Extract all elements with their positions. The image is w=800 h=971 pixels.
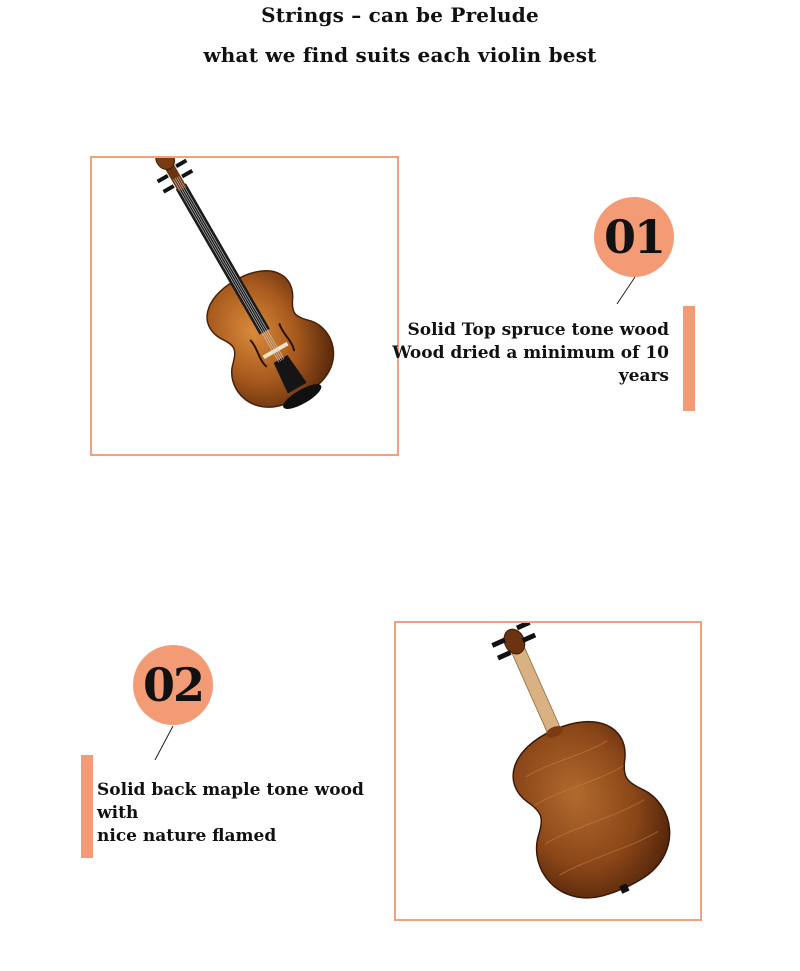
- feature-number-badge-02: 02: [133, 645, 213, 725]
- violin-front-photo: [90, 156, 399, 456]
- violin-back-illustration: [396, 623, 700, 919]
- caption-line: years: [618, 366, 669, 386]
- page-title: Strings – can be Prelude: [261, 3, 539, 27]
- caption-line: Wood dried a minimum of 10: [392, 343, 669, 363]
- feature-caption-02: [97, 779, 397, 848]
- caption-line: Solid Top spruce tone wood: [407, 320, 669, 340]
- page-subtitle: what we find suits each violin best: [203, 43, 597, 67]
- caption-line: nice nature flamed: [97, 826, 277, 846]
- caption-line: Solid back maple tone wood with: [97, 780, 364, 823]
- accent-bar-02: [81, 755, 93, 858]
- feature-number-badge-01: 01: [594, 197, 674, 277]
- feature-caption-01: [389, 319, 669, 388]
- accent-bar-01: [683, 306, 695, 411]
- violin-front-illustration: [92, 158, 397, 454]
- violin-back-photo: [394, 621, 702, 921]
